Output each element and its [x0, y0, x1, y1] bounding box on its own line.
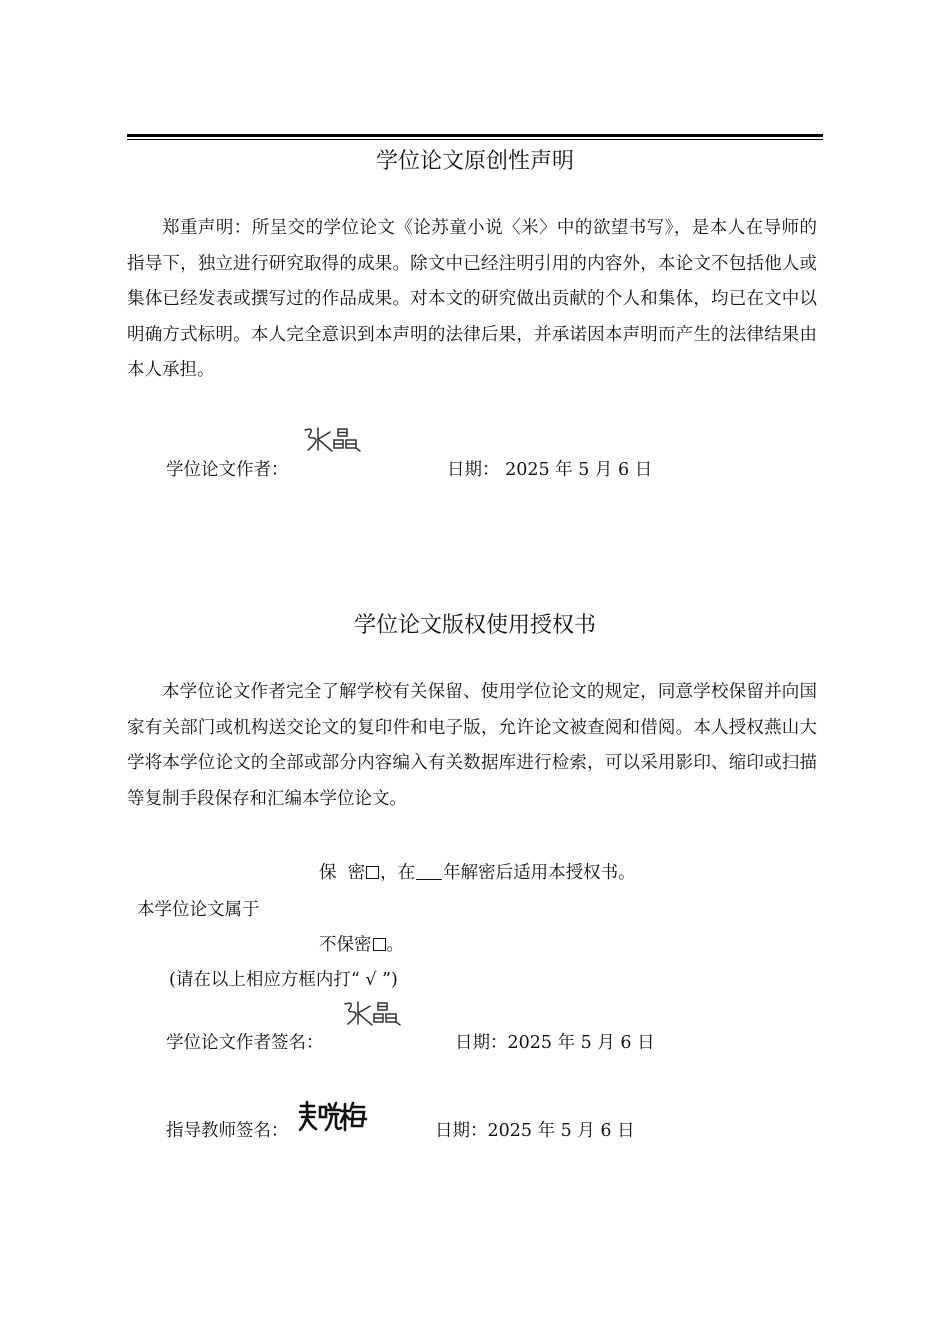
authorization-title: 学位论文版权使用授权书 — [353, 613, 596, 638]
authorization-author-label: 学位论文作者签名： — [166, 1033, 324, 1053]
advisor-signature — [296, 1098, 368, 1136]
declaration-author-signature — [300, 424, 370, 458]
authorization-date-row-2 — [435, 1117, 635, 1142]
declaration-author-label: 学位论文作者： — [166, 460, 289, 480]
secret-checkbox[interactable] — [366, 866, 379, 879]
nonsecret-option-label: 不保密 — [319, 935, 372, 955]
authorization-date-row-1 — [455, 1029, 655, 1054]
declaration-title: 学位论文原创性声明 — [375, 149, 574, 174]
checkbox-instruction: (请在以上相应方框内打“ √ ”) — [169, 970, 398, 990]
declaration-body: 郑重声明：所呈交的学位论文《论苏童小说〈米〉中的欲望书写》，是本人在导师的指导下，独立进行研究取得的成果。除文中已经注明引用的内容外，本论文不包括他人或集体已经发表或撰写过的作品成果。对本文的研究做出贡献的个人和集体，均已在文中以明确方式标明。本人完全意识到本声明的法律后果，并承诺因本声明而产生的法律结果由本人承担。 — [127, 218, 817, 380]
secret-years-blank[interactable] — [416, 863, 442, 880]
secret-option-suffix: 年解密后适用本授权书。 — [443, 863, 636, 883]
secret-option-label: 保 密 — [319, 863, 366, 883]
declaration-date-row — [447, 456, 652, 481]
top-rule-thin — [127, 139, 823, 140]
top-rule-thick — [127, 134, 823, 137]
authorization-date-1: 2025 年 5 月 6 日 — [507, 1033, 655, 1053]
declaration-date: 2025 年 5 月 6 日 — [505, 460, 653, 480]
declaration-date-label: 日期： — [447, 460, 500, 480]
authorization-date-label-2: 日期： — [435, 1121, 488, 1141]
authorization-date-label-1: 日期： — [455, 1033, 508, 1053]
secret-option-row — [319, 859, 636, 884]
belongs-label: 本学位论文属于 — [137, 900, 260, 920]
authorization-body: 本学位论文作者完全了解学校有关保留、使用学位论文的规定，同意学校保留并向国家有关部门或机构送交论文的复印件和电子版，允许论文被查阅和借阅。本人授权燕山大学将本学位论文的全部或部分内容编入有关数据库进行检索，可以采用影印、缩印或扫描等复制手段保存和汇编本学位论文。 — [127, 682, 817, 809]
nonsecret-checkbox[interactable] — [373, 938, 386, 951]
nonsecret-option-suffix: 。 — [386, 935, 404, 955]
secret-option-mid: ，在 — [380, 863, 416, 883]
authorization-author-signature — [340, 998, 410, 1032]
authorization-date-2: 2025 年 5 月 6 日 — [487, 1121, 635, 1141]
nonsecret-option-row — [319, 931, 404, 956]
advisor-sign-label: 指导教师签名： — [166, 1121, 289, 1141]
